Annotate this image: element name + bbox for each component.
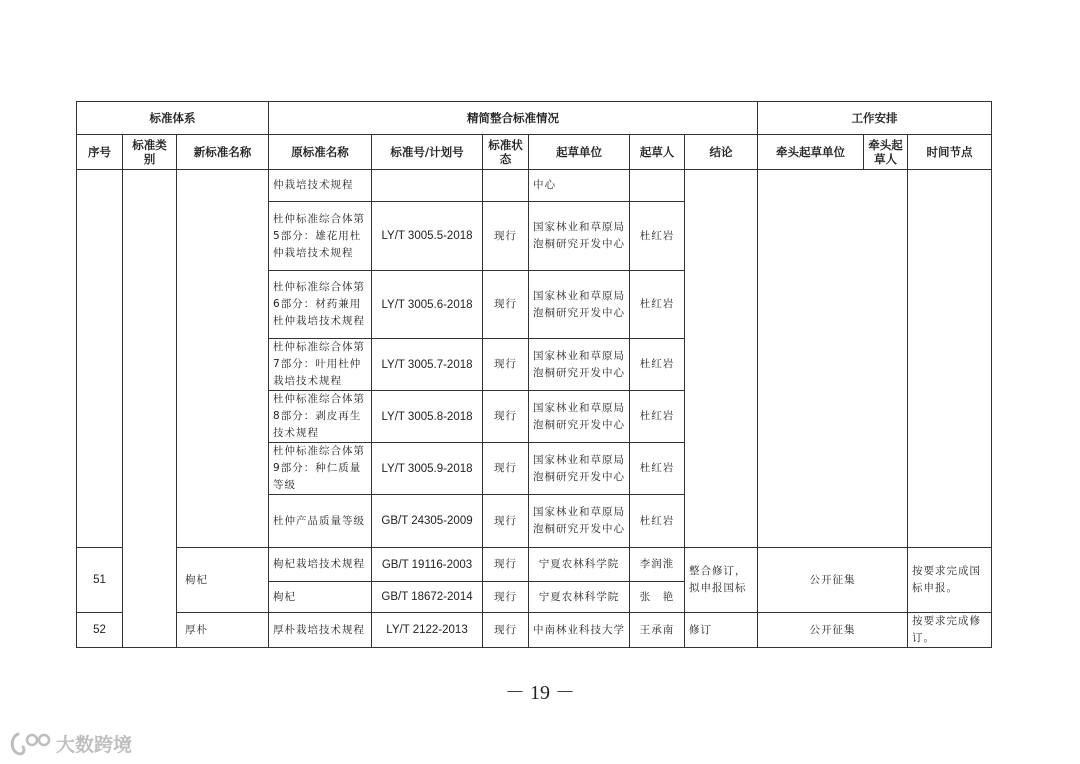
header-col-unit: 起草单位 bbox=[529, 135, 630, 170]
cell-new-name: 枸杞 bbox=[177, 548, 269, 613]
cell-status: 现行 bbox=[483, 391, 529, 443]
cell-code: LY/T 3005.9-2018 bbox=[372, 443, 483, 495]
cell-conclusion: 整合修订，拟申报国标 bbox=[685, 548, 758, 613]
header-col-orig-name: 原标准名称 bbox=[269, 135, 372, 170]
cell-code bbox=[372, 170, 483, 202]
cell-person: 杜红岩 bbox=[630, 443, 685, 495]
cell-person: 李润淮 bbox=[630, 548, 685, 582]
cell-orig-name: 杜仲标准综合体第9部分：种仁质量等级 bbox=[269, 443, 372, 495]
header-col-lead-person: 牵头起草人 bbox=[864, 135, 908, 170]
cell-new-name-empty bbox=[177, 170, 269, 548]
header-columns-row bbox=[77, 135, 992, 170]
cell-deadline-empty bbox=[908, 170, 992, 548]
header-col-person: 起草人 bbox=[630, 135, 685, 170]
cell-orig-name: 杜仲产品质量等级 bbox=[269, 495, 372, 548]
header-group-standard-system: 标准体系 bbox=[77, 102, 269, 135]
header-col-lead-unit: 牵头起草单位 bbox=[758, 135, 864, 170]
cell-unit: 中心 bbox=[529, 170, 630, 202]
cell-unit: 国家林业和草原局泡桐研究开发中心 bbox=[529, 339, 630, 391]
cell-person: 张 艳 bbox=[630, 582, 685, 613]
cell-status: 现行 bbox=[483, 495, 529, 548]
cell-code: LY/T 2122-2013 bbox=[372, 613, 483, 648]
cell-lead-unit: 公开征集 bbox=[758, 613, 908, 648]
cell-unit: 宁夏农林科学院 bbox=[529, 548, 630, 582]
cell-conclusion-empty bbox=[685, 170, 758, 548]
cell-person: 杜红岩 bbox=[630, 271, 685, 339]
standards-table bbox=[76, 101, 992, 648]
cell-orig-name: 枸杞 bbox=[269, 582, 372, 613]
table-row bbox=[77, 548, 992, 582]
cell-unit: 国家林业和草原局泡桐研究开发中心 bbox=[529, 443, 630, 495]
header-col-status: 标准状态 bbox=[483, 135, 529, 170]
cell-status: 现行 bbox=[483, 548, 529, 582]
cell-deadline: 按要求完成国标申报。 bbox=[908, 548, 992, 613]
cell-status: 现行 bbox=[483, 613, 529, 648]
cell-lead-empty bbox=[758, 170, 908, 548]
header-col-conclusion: 结论 bbox=[685, 135, 758, 170]
cell-code: GB/T 24305-2009 bbox=[372, 495, 483, 548]
cell-orig-name: 仲栽培技术规程 bbox=[269, 170, 372, 202]
cell-person: 杜红岩 bbox=[630, 391, 685, 443]
cell-deadline: 按要求完成修订。 bbox=[908, 613, 992, 648]
cell-conclusion: 修订 bbox=[685, 613, 758, 648]
cell-status: 现行 bbox=[483, 339, 529, 391]
table-row bbox=[77, 170, 992, 202]
cell-no-empty bbox=[77, 170, 123, 548]
cell-status bbox=[483, 170, 529, 202]
cell-unit: 国家林业和草原局泡桐研究开发中心 bbox=[529, 271, 630, 339]
cell-orig-name: 杜仲标准综合体第5部分：雄花用杜仲栽培技术规程 bbox=[269, 202, 372, 271]
cell-status: 现行 bbox=[483, 271, 529, 339]
cell-orig-name: 杜仲标准综合体第6部分：材药兼用杜仲栽培技术规程 bbox=[269, 271, 372, 339]
brand-logo-icon bbox=[8, 731, 52, 757]
cell-unit: 中南林业科技大学 bbox=[529, 613, 630, 648]
cell-code: LY/T 3005.5-2018 bbox=[372, 202, 483, 271]
cell-no: 52 bbox=[77, 613, 123, 648]
cell-unit: 宁夏农林科学院 bbox=[529, 582, 630, 613]
cell-code: GB/T 18672-2014 bbox=[372, 582, 483, 613]
header-col-deadline: 时间节点 bbox=[908, 135, 992, 170]
cell-code: LY/T 3005.6-2018 bbox=[372, 271, 483, 339]
header-group-consolidation: 精简整合标准情况 bbox=[269, 102, 758, 135]
header-group-work-plan: 工作安排 bbox=[758, 102, 992, 135]
page-number: － 19 － bbox=[505, 682, 575, 704]
cell-unit: 国家林业和草原局泡桐研究开发中心 bbox=[529, 391, 630, 443]
watermark bbox=[8, 730, 132, 757]
cell-category-empty bbox=[123, 170, 177, 648]
cell-status: 现行 bbox=[483, 443, 529, 495]
cell-person: 杜红岩 bbox=[630, 495, 685, 548]
header-col-code: 标准号/计划号 bbox=[372, 135, 483, 170]
cell-status: 现行 bbox=[483, 202, 529, 271]
cell-orig-name: 枸杞栽培技术规程 bbox=[269, 548, 372, 582]
header-col-new-name: 新标准名称 bbox=[177, 135, 269, 170]
cell-no: 51 bbox=[77, 548, 123, 613]
cell-orig-name: 杜仲标准综合体第8部分：剥皮再生技术规程 bbox=[269, 391, 372, 443]
cell-orig-name: 厚朴栽培技术规程 bbox=[269, 613, 372, 648]
cell-person: 杜红岩 bbox=[630, 202, 685, 271]
cell-lead-unit: 公开征集 bbox=[758, 548, 908, 613]
cell-person bbox=[630, 170, 685, 202]
header-col-no: 序号 bbox=[77, 135, 123, 170]
cell-unit: 国家林业和草原局泡桐研究开发中心 bbox=[529, 495, 630, 548]
cell-new-name: 厚朴 bbox=[177, 613, 269, 648]
cell-code: LY/T 3005.8-2018 bbox=[372, 391, 483, 443]
cell-orig-name: 杜仲标准综合体第7部分：叶用杜仲栽培技术规程 bbox=[269, 339, 372, 391]
cell-person: 杜红岩 bbox=[630, 339, 685, 391]
cell-person: 王承南 bbox=[630, 613, 685, 648]
cell-code: GB/T 19116-2003 bbox=[372, 548, 483, 582]
watermark-text: 大数跨境 bbox=[56, 734, 133, 756]
cell-status: 现行 bbox=[483, 582, 529, 613]
cell-code: LY/T 3005.7-2018 bbox=[372, 339, 483, 391]
header-col-category: 标准类别 bbox=[123, 135, 177, 170]
table-row bbox=[77, 613, 992, 648]
header-group-row bbox=[77, 102, 992, 135]
cell-unit: 国家林业和草原局泡桐研究开发中心 bbox=[529, 202, 630, 271]
